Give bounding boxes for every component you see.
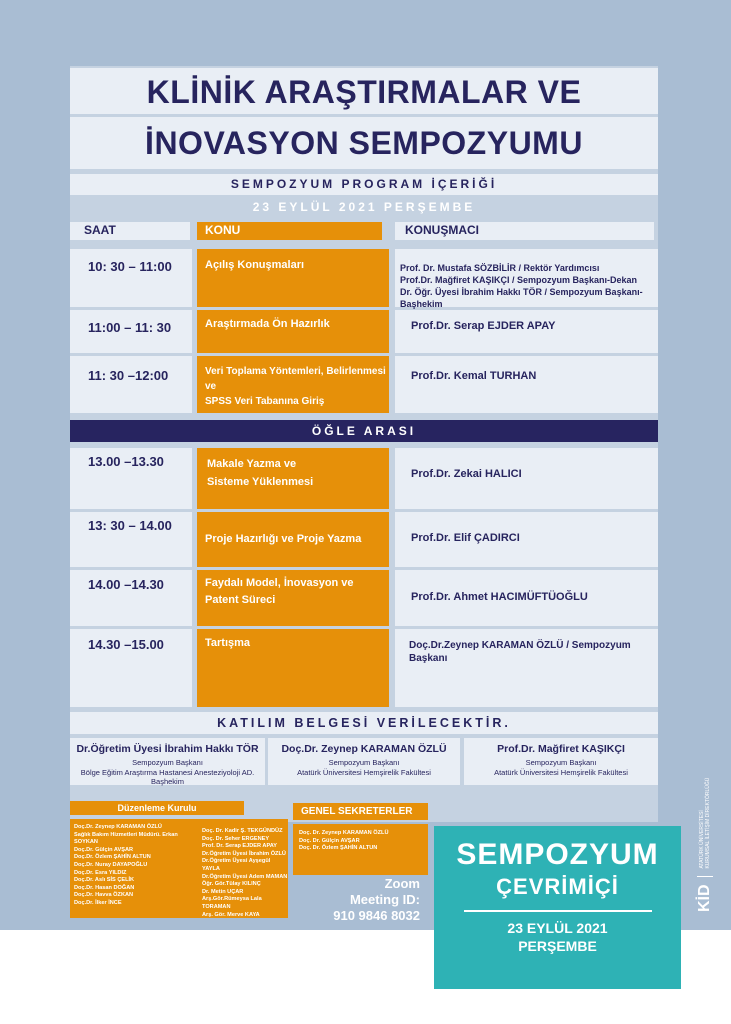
zoom-meeting-label: Meeting ID: [349,892,420,907]
lunch-break-bar: ÖĞLE ARASI [70,420,658,442]
speaker-line: Prof.Dr. Serap EJDER APAY [411,320,556,332]
header-konu: KONU [197,222,382,240]
signatory-org: Bölge Eğitim Araştırma Hastanesi Anesteziyoloji AD. Başhekim [80,768,255,786]
committee-member: Doç.Dr. Gülçin AVŞAR [74,846,134,853]
committee-member: Dr.Öğretim Üyesi Adem MAMAN [202,873,288,880]
row-topic [197,448,389,509]
row-topic [197,512,389,567]
topic-line: Açılış Konuşmaları [205,259,305,271]
row-speakers [395,629,658,707]
signatory-name: Dr.Öğretim Üyesi İbrahim Hakkı TÖR [76,743,259,755]
committee-col-1 [74,824,199,908]
kid-line-1: ATATÜRK ÜNİVERSİTESİ [699,810,705,869]
signatory-name: Prof.Dr. Mağfiret KAŞIKÇI [497,743,625,755]
row-speakers [395,356,658,413]
secretary-name: Doç. Dr. Gülçin AVŞAR [299,837,360,844]
title-line-1: KLİNİK ARAŞTIRMALAR VE [70,68,658,114]
title-line-2: İNOVASYON SEMPOZYUMU [70,117,658,169]
topic-line: Veri Toplama Yöntemleri, Belirlenmesi ve [205,366,386,392]
certificate-note: KATILIM BELGESİ VERİLECEKTİR. [70,712,658,734]
online-date: 23 EYLÜL 2021 [507,920,608,936]
row-time: 11: 30 –12:00 [70,356,192,413]
topic-line: Faydalı Model, İnovasyon ve [205,577,354,589]
online-title: SEMPOZYUM [456,838,659,871]
committee-member: Doç.Dr. Nuray DAYAPOĞLU [74,861,148,868]
signatory-name: Doç.Dr. Zeynep KARAMAN ÖZLÜ [281,743,447,755]
signatory-box [70,738,265,785]
row-topic [197,629,389,707]
row-time: 14.00 –14.30 [70,570,192,626]
zoom-info [300,876,420,924]
topic-line: Sisteme Yüklenmesi [207,476,314,488]
row-time: 11:00 – 11: 30 [70,310,192,353]
committee-member: Öğr. Gör.Tülay KILINÇ [202,881,261,888]
secretary-name: Doç. Dr. Zeynep KARAMAN ÖZLÜ [299,830,389,836]
committee-member: Doç.Dr. Esra YILDIZ [74,869,127,876]
program-subtitle: SEMPOZYUM PROGRAM İÇERİĞİ [70,174,658,195]
row-time: 13: 30 – 14.00 [70,512,192,567]
topic-line: Patent Süreci [205,594,276,606]
committee-list [70,819,288,918]
row-topic [197,356,389,413]
topic-line: Makale Yazma ve [207,458,297,470]
committee-member: Arş.Gör.Rümeysa Lala TORAMAN [202,896,262,910]
online-subtitle: ÇEVRİMİÇİ [496,874,619,899]
topic-line: Araştırmada Ön Hazırlık [205,318,330,330]
committee-member: Doç.Dr. Havva ÖZKAN [74,892,134,899]
online-divider [464,910,652,912]
signatory-org: Atatürk Üniversitesi Hemşirelik Fakültesi [297,768,431,777]
row-speakers [395,570,658,626]
speaker-line: Dr. Öğr. Üyesi İbrahim Hakkı TÖR / Sempozyum Başkanı-Başhekim [400,287,643,309]
online-badge [434,826,681,989]
speaker-line: Prof.Dr. Kemal TURHAN [411,370,537,382]
row-topic [197,249,389,307]
committee-title: Düzenleme Kurulu [70,801,244,815]
committee-member: Dr. Metin UÇAR [202,888,244,895]
row-topic [197,570,389,626]
speaker-line: Prof.Dr. Mağfiret KAŞIKÇI / Sempozyum Başkanı-Dekan [400,275,638,285]
committee-member: Arş. Gör. Merve KAYA [202,911,260,918]
kid-logo-mark: KİD [696,884,713,912]
speaker-line: Prof. Dr. Mustafa SÖZBİLİR / Rektör Yardımcısı [400,263,600,273]
row-time: 13.00 –13.30 [70,448,192,509]
signatory-box [268,738,460,785]
topic-line: Proje Hazırlığı ve Proje Yazma [205,533,362,545]
committee-member: Doç.Dr. Özlem ŞAHİN ALTUN [74,854,151,861]
kid-logo-text [699,778,711,869]
row-time: 10: 30 – 11:00 [70,249,192,307]
speaker-line: Prof.Dr. Zekai HALICI [411,468,522,480]
secretaries-title: GENEL SEKRETERLER [293,803,428,820]
committee-member: Dr.Öğretim Üyesi Ayşegül YAYLA [202,858,271,872]
zoom-meeting-id: 910 9846 8032 [333,908,420,923]
speaker-line: Doç.Dr.Zeynep KARAMAN ÖZLÜ / Sempozyum Başkanı [409,640,631,664]
row-topic [197,310,389,353]
kid-logo-divider [697,876,713,877]
committee-member: Doç.Dr. Hasan DOĞAN [74,884,135,891]
signatory-box [464,738,658,785]
header-saat: SAAT [70,222,190,240]
secretaries-list [293,824,428,875]
committee-member: Sağlık Bakım Hizmetleri Müdürü. Erkan SOYKAN [74,831,178,846]
kid-line-2: KURUMSAL İLETİŞİM DİREKTÖRLÜĞÜ [705,777,711,869]
row-time: 14.30 –15.00 [70,629,192,707]
row-speakers [395,310,658,353]
topic-line: SPSS Veri Tabanına Giriş [205,396,325,407]
topic-line: Tartışma [205,637,251,649]
zoom-label: Zoom [384,876,420,891]
signatory-role: Sempozyum Başkanı [525,758,597,767]
committee-member: Doç.Dr. Zeynep KARAMAN ÖZLÜ [74,824,162,830]
committee-member: Prof. Dr. Serap EJDER APAY [202,843,278,850]
committee-member: Doç. Dr. Seher ERGENEY [202,835,270,842]
speaker-line: Prof.Dr. Ahmet HACIMÜFTÜOĞLU [411,591,588,603]
program-date: 23 EYLÜL 2021 PERŞEMBE [252,200,476,214]
online-day: PERŞEMBE [518,938,597,954]
row-speakers [395,249,658,307]
row-speakers [395,512,658,567]
signatory-role: Sempozyum Başkanı [132,758,203,767]
row-speakers [395,448,658,509]
committee-member: Doç.Dr. İlker İNCE [74,899,122,906]
kid-logo [696,732,731,912]
header-konusmaci: KONUŞMACI [395,222,654,240]
speaker-line: Prof.Dr. Elif ÇADIRCI [411,532,520,544]
committee-col-2 [202,828,288,919]
committee-member: Dr.Öğretim Üyesi İbrahim ÖZLÜ [202,850,286,857]
signatory-org: Atatürk Üniversitesi Hemşirelik Fakültesi [494,768,628,777]
committee-member: Doç.Dr. Aslı SİS ÇELİK [74,877,135,884]
secretary-name: Doç. Dr. Özlem ŞAHİN ALTUN [299,845,378,852]
signatory-role: Sempozyum Başkanı [328,758,400,767]
committee-member: Doç. Dr. Kadir Ş. TEKGÜNDÜZ [202,828,283,834]
